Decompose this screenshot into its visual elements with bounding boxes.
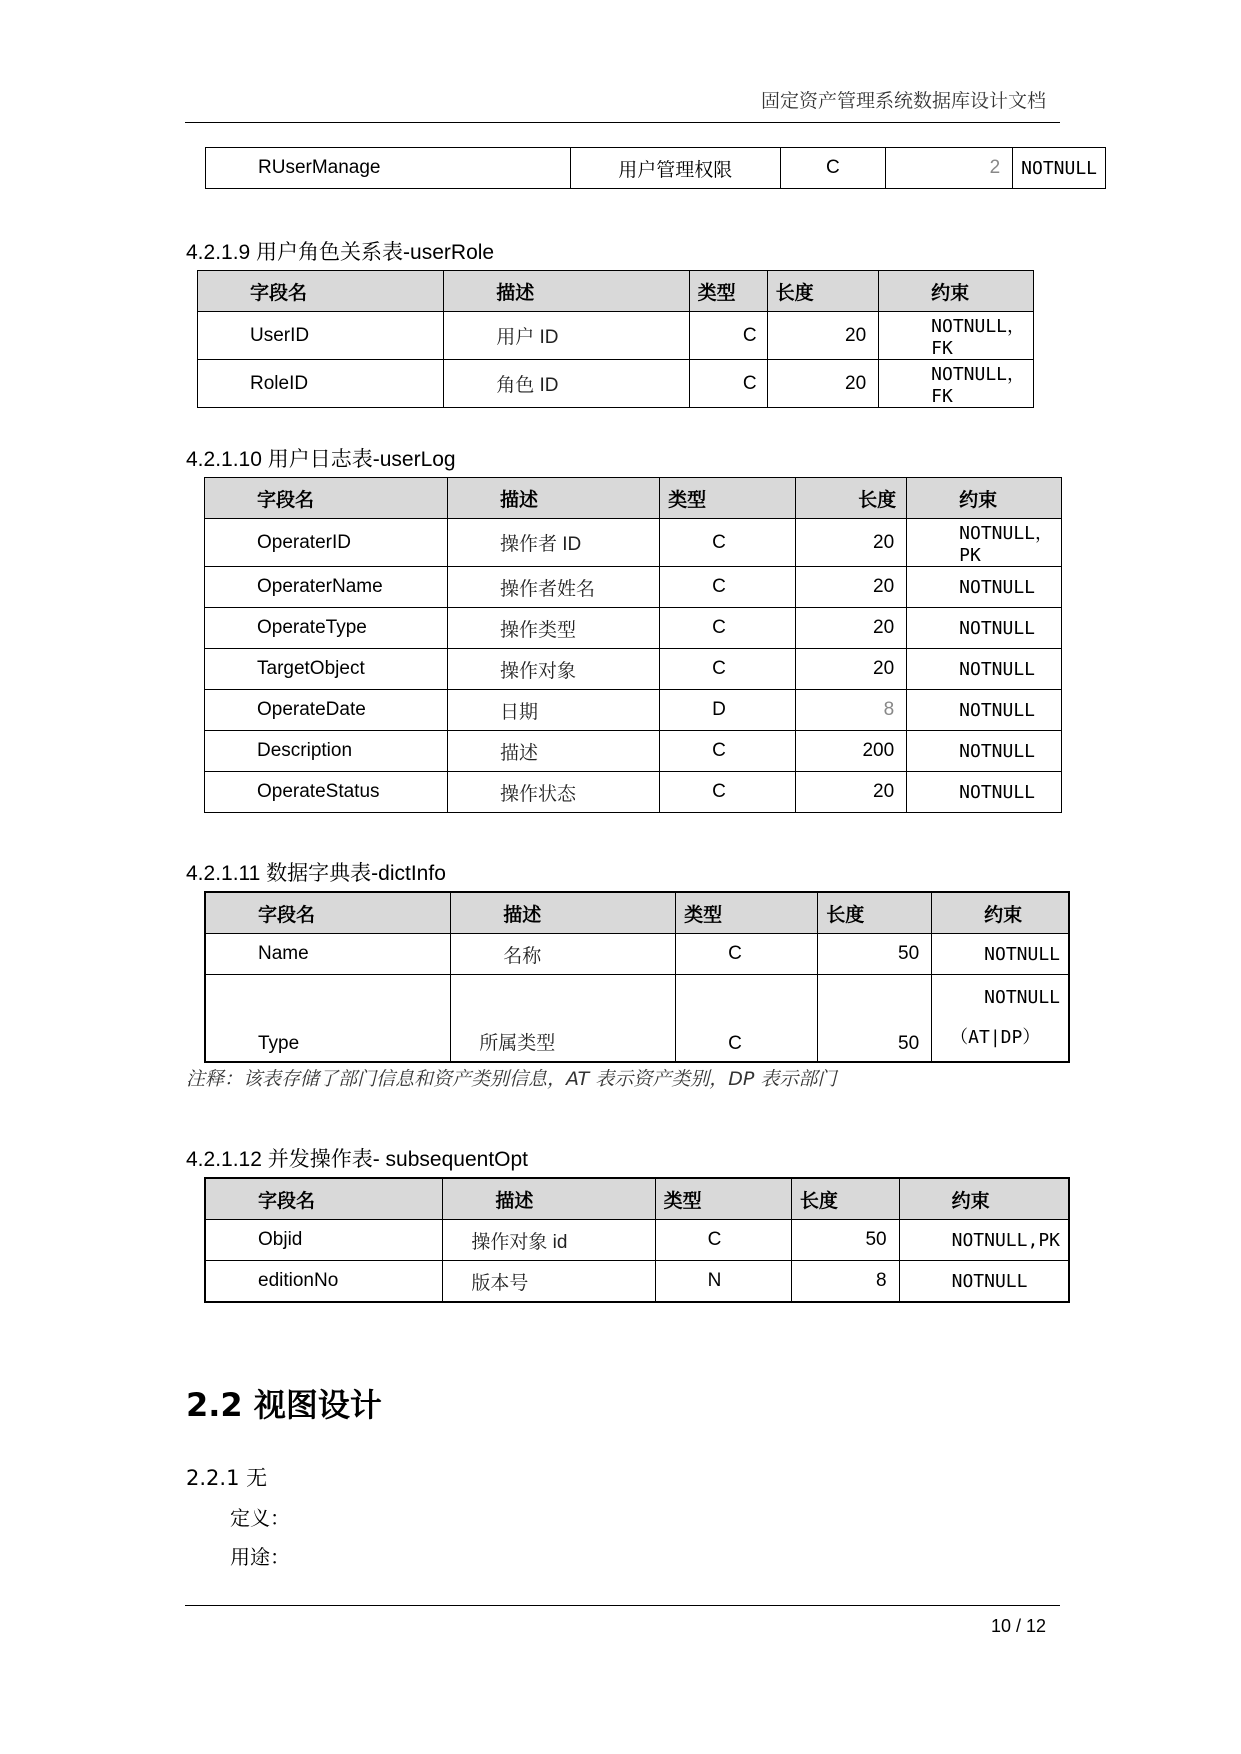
field-name: OperateDate bbox=[205, 690, 448, 731]
field-desc: 用户 ID bbox=[444, 312, 689, 360]
field-len: 200 bbox=[796, 731, 907, 772]
field-cons: NOTNULL，PK bbox=[907, 519, 1062, 567]
field-len: 20 bbox=[796, 772, 907, 813]
field-cons: NOTNULL,PK bbox=[899, 1220, 1069, 1261]
field-desc: 名称 bbox=[451, 934, 676, 975]
col-desc-header: 描述 bbox=[443, 1178, 655, 1220]
col-type-header: 类型 bbox=[655, 1178, 791, 1220]
field-name: OperaterName bbox=[205, 567, 448, 608]
field-len: 8 bbox=[796, 690, 907, 731]
userrole-table bbox=[197, 270, 1034, 408]
field-desc: 操作类型 bbox=[447, 608, 659, 649]
table-header-row bbox=[198, 271, 1034, 312]
subsection-heading-none: 2.2.1 无 bbox=[186, 1466, 268, 1490]
field-cons: NOTNULL bbox=[899, 1261, 1069, 1303]
header-rule bbox=[185, 122, 1060, 123]
section-heading-view-design: 2.2 视图设计 bbox=[186, 1386, 382, 1424]
col-cons-header: 约束 bbox=[899, 1178, 1069, 1220]
field-len: 20 bbox=[796, 608, 907, 649]
field-cons: NOTNULL bbox=[907, 567, 1062, 608]
field-cons: NOTNULL bbox=[907, 731, 1062, 772]
field-type: C bbox=[780, 148, 886, 189]
field-len: 20 bbox=[796, 567, 907, 608]
field-cons: NOTNULL bbox=[907, 649, 1062, 690]
field-desc: 用户管理权限 bbox=[571, 148, 780, 189]
field-desc: 操作对象 id bbox=[443, 1220, 655, 1261]
section-heading-userlog: 4.2.1.10 用户日志表-userLog bbox=[186, 448, 456, 471]
col-cons-header: 约束 bbox=[932, 892, 1069, 934]
field-cons bbox=[932, 975, 1069, 1063]
field-name: UserID bbox=[198, 312, 444, 360]
col-name-header: 字段名 bbox=[205, 1178, 443, 1220]
field-name: OperateType bbox=[205, 608, 448, 649]
col-len-header: 长度 bbox=[818, 892, 932, 934]
field-cons: NOTNULL bbox=[932, 934, 1069, 975]
field-cons: NOTNULL，FK bbox=[879, 360, 1034, 408]
field-cons: NOTNULL，FK bbox=[879, 312, 1034, 360]
field-desc: 描述 bbox=[447, 731, 659, 772]
field-type: N bbox=[655, 1261, 791, 1303]
table-row bbox=[198, 312, 1034, 360]
table-row bbox=[206, 148, 1106, 189]
field-len: 20 bbox=[796, 649, 907, 690]
field-len: 20 bbox=[796, 519, 907, 567]
table-row bbox=[205, 1220, 1069, 1261]
field-cons: NOTNULL bbox=[907, 690, 1062, 731]
field-desc: 操作者 ID bbox=[447, 519, 659, 567]
field-type: C bbox=[689, 312, 767, 360]
field-type: C bbox=[660, 649, 796, 690]
table-row bbox=[205, 608, 1062, 649]
col-cons-header: 约束 bbox=[907, 478, 1062, 519]
field-cons: NOTNULL bbox=[907, 608, 1062, 649]
field-name: OperaterID bbox=[205, 519, 448, 567]
field-desc: 操作者姓名 bbox=[447, 567, 659, 608]
field-len: 20 bbox=[767, 312, 879, 360]
col-type-header: 类型 bbox=[660, 478, 796, 519]
usage-label: 用途： bbox=[230, 1545, 290, 1569]
field-len: 2 bbox=[886, 148, 1013, 189]
field-len: 20 bbox=[767, 360, 879, 408]
field-len: 50 bbox=[818, 975, 932, 1063]
col-desc-header: 描述 bbox=[444, 271, 689, 312]
field-type: C bbox=[660, 608, 796, 649]
field-desc: 版本号 bbox=[443, 1261, 655, 1303]
field-desc: 所属类型 bbox=[451, 975, 676, 1063]
table-row bbox=[205, 567, 1062, 608]
section-heading-subsequentopt: 4.2.1.12 并发操作表- subsequentOpt bbox=[186, 1148, 528, 1171]
table-row bbox=[205, 1261, 1069, 1303]
field-name: RoleID bbox=[198, 360, 444, 408]
field-desc: 角色 ID bbox=[444, 360, 689, 408]
col-desc-header: 描述 bbox=[447, 478, 659, 519]
section-heading-dictinfo: 4.2.1.11 数据字典表-dictInfo bbox=[186, 862, 446, 885]
footer-rule bbox=[185, 1605, 1060, 1606]
field-type: C bbox=[660, 731, 796, 772]
table-header-row bbox=[205, 478, 1062, 519]
field-len: 50 bbox=[791, 1220, 899, 1261]
col-name-header: 字段名 bbox=[205, 478, 448, 519]
col-cons-header: 约束 bbox=[879, 271, 1034, 312]
table-row bbox=[205, 519, 1062, 567]
field-type: C bbox=[660, 567, 796, 608]
field-name: editionNo bbox=[205, 1261, 443, 1303]
table-row bbox=[205, 934, 1069, 975]
field-name: Name bbox=[205, 934, 451, 975]
subsequentopt-table bbox=[204, 1177, 1070, 1303]
field-type: C bbox=[689, 360, 767, 408]
col-len-header: 长度 bbox=[791, 1178, 899, 1220]
field-desc: 操作对象 bbox=[447, 649, 659, 690]
col-type-header: 类型 bbox=[676, 892, 818, 934]
header-title: 固定资产管理系统数据库设计文档 bbox=[760, 90, 1046, 112]
page-number: 10 / 12 bbox=[990, 1616, 1046, 1636]
col-name-header: 字段名 bbox=[205, 892, 451, 934]
col-type-header: 类型 bbox=[689, 271, 767, 312]
table-row bbox=[205, 731, 1062, 772]
field-cons-line1: NOTNULL bbox=[984, 987, 1060, 1008]
table-header-row bbox=[205, 892, 1069, 934]
table-row bbox=[205, 649, 1062, 690]
field-name: Type bbox=[205, 975, 451, 1063]
field-name: RUserManage bbox=[206, 148, 571, 189]
table-row bbox=[205, 975, 1069, 1063]
field-desc: 日期 bbox=[447, 690, 659, 731]
table-row bbox=[205, 690, 1062, 731]
field-type: C bbox=[660, 519, 796, 567]
field-name: Description bbox=[205, 731, 448, 772]
field-type: C bbox=[676, 975, 818, 1063]
field-len: 8 bbox=[791, 1261, 899, 1303]
userlog-table bbox=[204, 477, 1062, 813]
col-name-header: 字段名 bbox=[198, 271, 444, 312]
col-desc-header: 描述 bbox=[451, 892, 676, 934]
field-type: C bbox=[676, 934, 818, 975]
field-name: TargetObject bbox=[205, 649, 448, 690]
field-cons: NOTNULL bbox=[907, 772, 1062, 813]
definition-label: 定义： bbox=[230, 1506, 290, 1530]
col-len-header: 长度 bbox=[767, 271, 879, 312]
col-len-header: 长度 bbox=[796, 478, 907, 519]
field-cons-line2: （AT|DP） bbox=[950, 1027, 1041, 1048]
field-name: OperateStatus bbox=[205, 772, 448, 813]
table-row bbox=[198, 360, 1034, 408]
field-type: D bbox=[660, 690, 796, 731]
field-cons: NOTNULL bbox=[1013, 148, 1106, 189]
dictinfo-note: 注释：该表存储了部门信息和资产类别信息，AT 表示资产类别，DP 表示部门 bbox=[186, 1068, 837, 1090]
table-header-row bbox=[205, 1178, 1069, 1220]
field-type: C bbox=[655, 1220, 791, 1261]
dictinfo-table bbox=[204, 891, 1070, 1063]
field-desc: 操作状态 bbox=[447, 772, 659, 813]
table-row bbox=[205, 772, 1062, 813]
rights-table-continued bbox=[205, 147, 1106, 189]
field-name: Objid bbox=[205, 1220, 443, 1261]
field-type: C bbox=[660, 772, 796, 813]
field-len: 50 bbox=[818, 934, 932, 975]
section-heading-userrole: 4.2.1.9 用户角色关系表-userRole bbox=[186, 241, 495, 264]
